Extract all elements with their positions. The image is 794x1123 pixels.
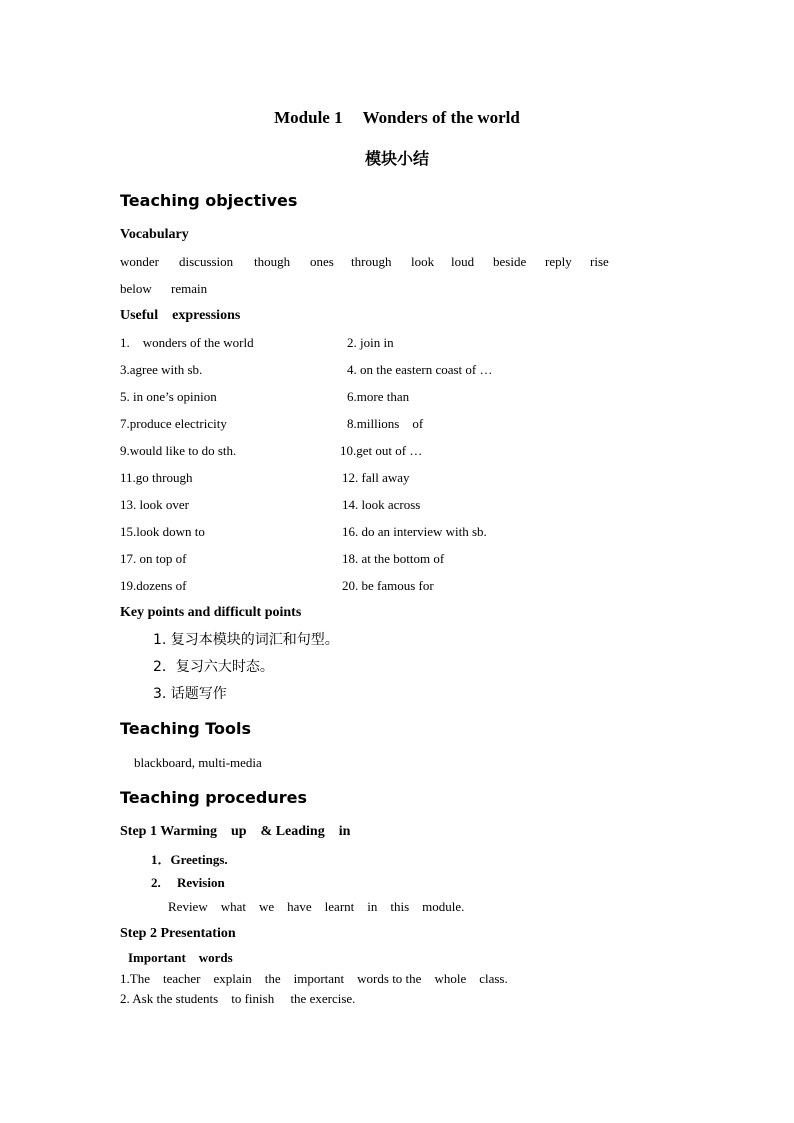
tools-heading: Teaching Tools [120, 719, 251, 738]
expression-item: 6.more than [347, 389, 410, 404]
vocab-word: reply [545, 254, 572, 269]
tools-text: blackboard, multi-media [134, 755, 262, 770]
expression-item: 18. at the bottom of [342, 551, 445, 566]
expression-item: 14. look across [342, 497, 421, 512]
expression-item: 15.look down to [120, 524, 205, 539]
vocabulary-heading: Vocabulary [120, 227, 189, 242]
document-title [0, 109, 794, 126]
expression-item: 16. do an interview with sb. [342, 524, 487, 539]
expressions-heading: Useful expressions [120, 308, 241, 323]
step2-heading: Step 2 Presentation [120, 926, 236, 941]
expression-item: 10.get out of … [340, 443, 423, 458]
vocabulary-row-2 [120, 282, 620, 295]
vocab-word: beside [493, 254, 527, 269]
expression-item: 20. be famous for [342, 578, 434, 593]
step1-item-revision: 2. Revision [151, 875, 225, 890]
vocab-word: through [351, 254, 392, 269]
module-name: Wonders of the world [362, 108, 520, 127]
expression-item: 9.would like to do sth. [120, 443, 237, 458]
expression-item: 19.dozens of [120, 578, 187, 593]
expression-item: 3.agree with sb. [120, 362, 203, 377]
key-point-item: 1. 复习本模块的词汇和句型。 [153, 632, 339, 648]
expression-item: 1. wonders of the world [120, 335, 254, 350]
key-point-item: 2．复习六大时态。 [153, 659, 274, 675]
module-number: Module 1 [274, 108, 343, 127]
expression-item: 8.millions of [347, 416, 424, 431]
expression-item: 7.produce electricity [120, 416, 227, 431]
procedures-heading: Teaching procedures [120, 788, 307, 807]
key-points-heading: Key points and difficult points [120, 605, 302, 620]
vocab-word: discussion [179, 254, 234, 269]
expression-item: 4. on the eastern coast of … [347, 362, 493, 377]
vocabulary-row-1 [120, 255, 620, 268]
step2-subheading: Important words [128, 950, 233, 965]
expression-item: 2. join in [347, 335, 394, 350]
step1-text: Review what we have learnt in this module. [168, 899, 465, 914]
step2-line-2: 2. Ask the students to finish the exercise. [120, 991, 356, 1006]
step1-heading: Step 1 Warming up & Leading in [120, 824, 351, 839]
vocab-word: remain [171, 281, 208, 296]
vocab-word: loud [451, 254, 475, 269]
key-point-item: 3. 话题写作 [153, 686, 227, 702]
vocab-word: though [254, 254, 291, 269]
expression-item: 5. in one’s opinion [120, 389, 217, 404]
vocab-word: rise [590, 254, 609, 269]
step1-item-greetings: 1．Greetings. [151, 852, 228, 867]
vocab-word: below [120, 281, 152, 296]
objectives-heading: Teaching objectives [120, 191, 298, 210]
vocab-word: ones [310, 254, 334, 269]
document-subtitle: 模块小结 [364, 149, 429, 168]
expression-item: 12. fall away [342, 470, 410, 485]
vocab-word: wonder [120, 254, 159, 269]
expression-item: 17. on top of [120, 551, 187, 566]
vocab-word: look [411, 254, 435, 269]
expression-item: 13. look over [120, 497, 189, 512]
step2-line-1: 1.The teacher explain the important words to the whole class. [120, 971, 508, 986]
expression-item: 11.go through [120, 470, 193, 485]
